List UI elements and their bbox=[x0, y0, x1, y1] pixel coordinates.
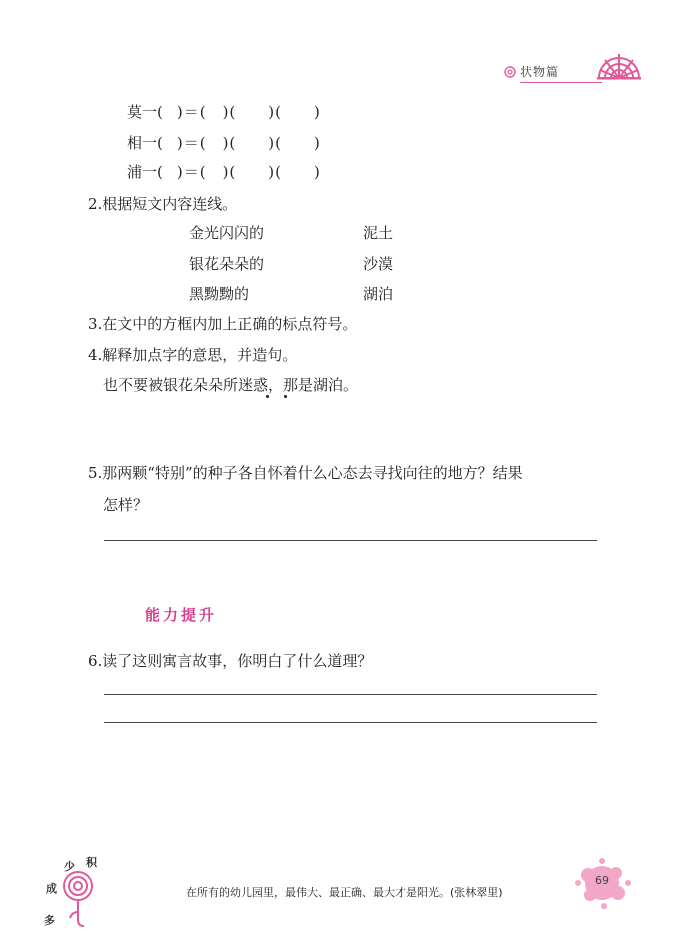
match-right-item: 沙漠 bbox=[363, 255, 394, 273]
emphasis-dot bbox=[266, 395, 269, 398]
question-4-sentence: 也不要被银花朵朵所迷惑，那是湖泊。 bbox=[103, 376, 359, 394]
question-2: 2.根据短文内容连线。 bbox=[88, 195, 238, 213]
fill-row bbox=[127, 101, 321, 122]
match-left-item: 金光闪闪的 bbox=[189, 224, 265, 242]
logo-char: 少 bbox=[64, 860, 75, 873]
fill-row bbox=[127, 161, 321, 182]
fill-row bbox=[127, 132, 321, 153]
fill-row-word: 莫一( bbox=[127, 103, 163, 121]
match-left-item: 银花朵朵的 bbox=[189, 255, 265, 273]
match-right-item: 湖泊 bbox=[363, 285, 394, 303]
question-5-continued: 怎样？ bbox=[103, 496, 149, 514]
page-number: 69 bbox=[595, 874, 609, 887]
fill-row-blanks: )＝( )( )( ) bbox=[176, 103, 321, 121]
fill-row-blanks: )＝( )( )( ) bbox=[176, 163, 321, 181]
question-6: 6.读了这则寓言故事，你明白了什么道理？ bbox=[88, 652, 373, 670]
logo bbox=[44, 858, 104, 934]
question-3: 3.在文中的方框内加上正确的标点符号。 bbox=[88, 315, 358, 333]
logo-emblem-icon bbox=[60, 870, 96, 930]
spiral-icon bbox=[504, 66, 516, 78]
emphasis-dot bbox=[284, 395, 287, 398]
question-4: 4.解释加点字的意思，并造句。 bbox=[88, 346, 298, 364]
question-5: 5.那两颗“特别”的种子各自怀着什么心态去寻找向往的地方？结果 bbox=[88, 464, 523, 482]
fill-row-blanks: )＝( )( )( ) bbox=[176, 134, 321, 152]
logo-char: 成 bbox=[46, 882, 57, 895]
fill-row-word: 相一( bbox=[127, 134, 163, 152]
header-title: 状物篇 bbox=[520, 65, 560, 79]
answer-line bbox=[104, 722, 597, 723]
match-left-item: 黑黝黝的 bbox=[189, 285, 250, 303]
footer-quote: 在所有的幼儿园里，最伟大、最正确、最大才是阳光。(张林翠里) bbox=[186, 886, 503, 899]
match-right-item: 泥土 bbox=[363, 224, 394, 242]
logo-char: 多 bbox=[44, 914, 55, 927]
fill-row-word: 浦一( bbox=[127, 163, 163, 181]
logo-char: 积 bbox=[86, 856, 97, 869]
answer-line bbox=[104, 694, 597, 695]
header-underline bbox=[520, 82, 602, 83]
answer-line bbox=[104, 540, 597, 541]
section-title: 能力提升 bbox=[145, 606, 218, 624]
fan-decoration-icon bbox=[596, 48, 642, 80]
